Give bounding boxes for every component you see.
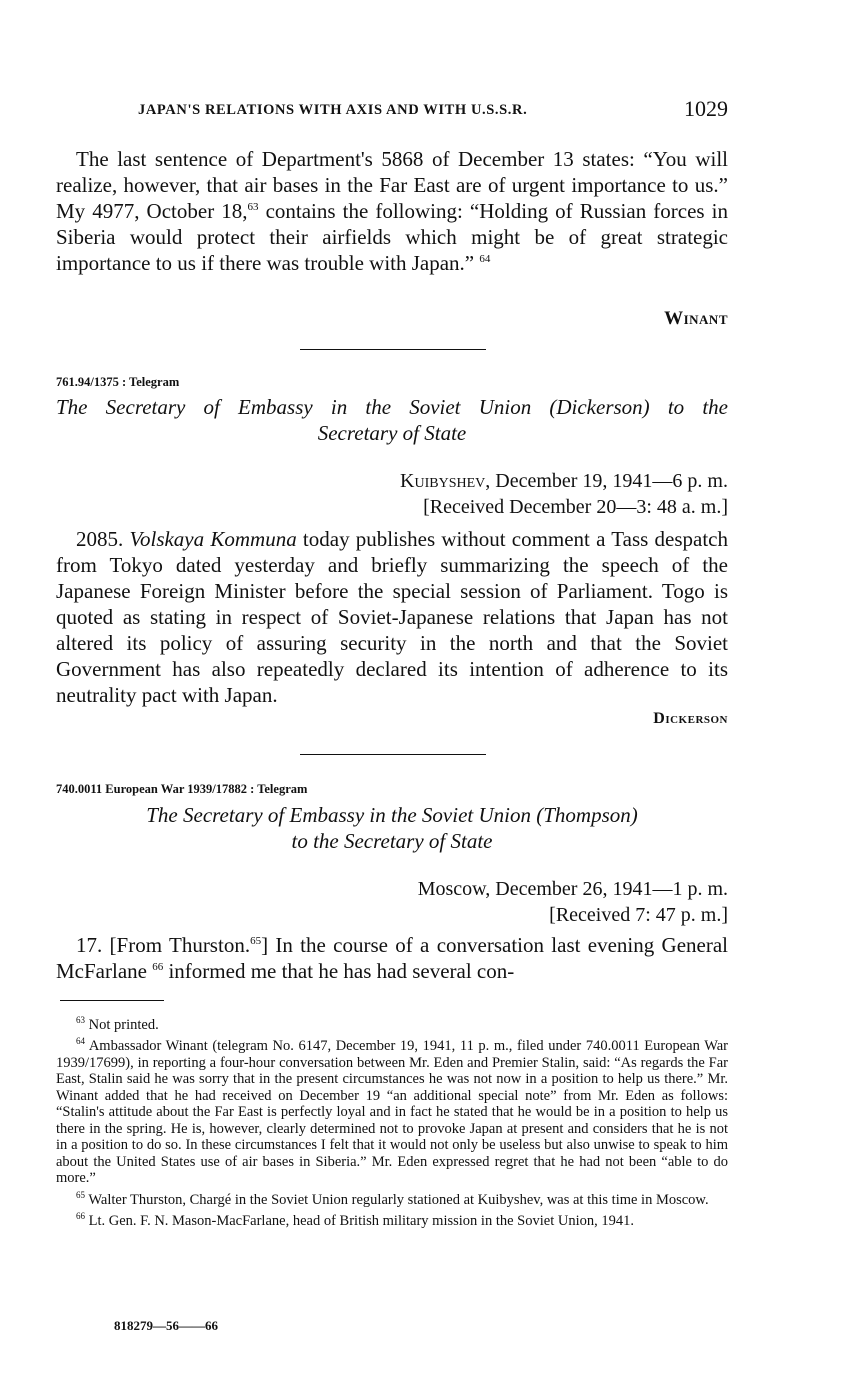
footnote-ref-65: 65 xyxy=(250,935,262,947)
footnote-text: Ambassador Winant (telegram No. 6147, December 19, 1941, 11 p. m., filed under 740.0011 European War 1939/17699), in reporting a four-hour conversation between Mr. Eden and Premier Stalin, said: “As regards the Far East, Stalin said he was sorry that in the present circumstances he was not now in a position to help us there.” Mr. Winant added that he had received on December 19 “an additional special note” from Mr. Eden as follows: “Stalin's attitude about the Far East is perfectly loyal and in fact he stated that he would be in a position to help us there in the spring. He is, however, clearly determined not to provoke Japan at present and considers that he is not in a position to do so. In these circumstances I felt that it would not only be useless but also unwise to speak to him about the United States use of air bases in Siberia.” Mr. Eden expressed regret that he had not been “able to do more.” xyxy=(56,1038,728,1187)
footnote-mark: 63 xyxy=(76,1015,85,1025)
received-line: [Received December 20—3: 48 a. m.] xyxy=(423,496,728,518)
file-id-thompson: 740.0011 European War 1939/17882 : Telegram xyxy=(56,782,308,796)
footnotes xyxy=(56,1012,728,1229)
newspaper-name: Volskaya Kommuna xyxy=(129,527,297,551)
section-divider xyxy=(300,349,486,350)
section-divider xyxy=(300,754,486,755)
footnote-64 xyxy=(56,1033,728,1186)
telegram-number: 2085. xyxy=(76,527,124,551)
running-head xyxy=(138,96,728,126)
footnote-text: Lt. Gen. F. N. Mason-MacFarlane, head of British military mission in the Soviet Union, 1941. xyxy=(88,1212,634,1229)
file-id-dickerson: 761.94/1375 : Telegram xyxy=(56,375,180,389)
running-head-title: JAPAN'S RELATIONS WITH AXIS AND WITH U.S.S.R. xyxy=(138,102,528,118)
thompson-text-a: 17. [From Thurston. xyxy=(76,933,251,957)
thompson-text-c: informed me that he has had several con- xyxy=(163,959,515,983)
page-number: 1029 xyxy=(684,96,728,121)
doc-title-line: The Secretary of Embassy in the Soviet Union (Thompson) xyxy=(146,803,638,827)
signature-winant: Winant xyxy=(664,308,728,329)
dickerson-telegram-body xyxy=(56,526,728,708)
footnote-ref-64: 64 xyxy=(479,253,491,265)
footnote-mark: 65 xyxy=(76,1189,85,1200)
footnote-66 xyxy=(56,1208,728,1229)
received-line: [Received 7: 47 p. m.] xyxy=(549,904,728,926)
thompson-telegram-body xyxy=(56,932,728,984)
footnote-mark: 64 xyxy=(76,1036,85,1047)
dateline-thompson xyxy=(418,876,728,928)
footnote-ref-63: 63 xyxy=(247,201,259,213)
printer-mark: 818279—56——66 xyxy=(114,1318,218,1333)
footnote-text: Not printed. xyxy=(88,1016,159,1033)
dateline-dickerson xyxy=(400,468,728,520)
doc-title-line: The Secretary of Embassy in the Soviet Union (Dickerson) to the xyxy=(56,395,728,419)
winant-text-a: The last sentence of Department's 5868 of December 13 states: “You will realize, however, that air bases in the Far East are of urgent importance to us.” My 4977, October 18, xyxy=(56,147,728,223)
doc-title-thompson xyxy=(56,802,728,854)
footnote-ref-66: 66 xyxy=(152,961,164,973)
doc-title-line: Secretary of State xyxy=(317,421,467,445)
signature-dickerson: Dickerson xyxy=(653,710,728,727)
dickerson-text: today publishes without comment a Tass despatch from Tokyo dated yesterday and briefly summarizing the speech of the Japanese Foreign Minister before the special session of Parliament. Togo is quoted as stating in respect of Soviet-Japanese relations that Japan has not altered its policy of assuring security in the north and that the Soviet Government has also repeatedly declared its intention of adherence to its neutrality pact with Japan. xyxy=(56,527,728,707)
dateline-date: , December 19, 1941—6 p. m. xyxy=(485,470,728,492)
footnote-text: Walter Thurston, Chargé in the Soviet Union regularly stationed at Kuibyshev, was at this time in Moscow. xyxy=(88,1191,709,1208)
footnote-mark: 66 xyxy=(76,1210,85,1221)
footnote-65 xyxy=(56,1187,728,1208)
dateline-place: Kuibyshev xyxy=(400,470,486,492)
winant-telegram-body xyxy=(56,146,728,276)
winant-text-b: contains the following: “Holding of Russian forces in Siberia would protect their airfields which might be of great strategic importance to us if there was trouble with Japan.” xyxy=(56,199,728,275)
doc-title-dickerson xyxy=(56,394,728,446)
dateline-text: Moscow, December 26, 1941—1 p. m. xyxy=(417,878,728,900)
footnote-63 xyxy=(56,1012,728,1033)
thompson-text-b: ] In the course of a conversation last evening General McFarlane xyxy=(56,933,729,983)
footnote-divider xyxy=(60,1000,164,1001)
doc-title-line: to the Secretary of State xyxy=(291,829,493,853)
